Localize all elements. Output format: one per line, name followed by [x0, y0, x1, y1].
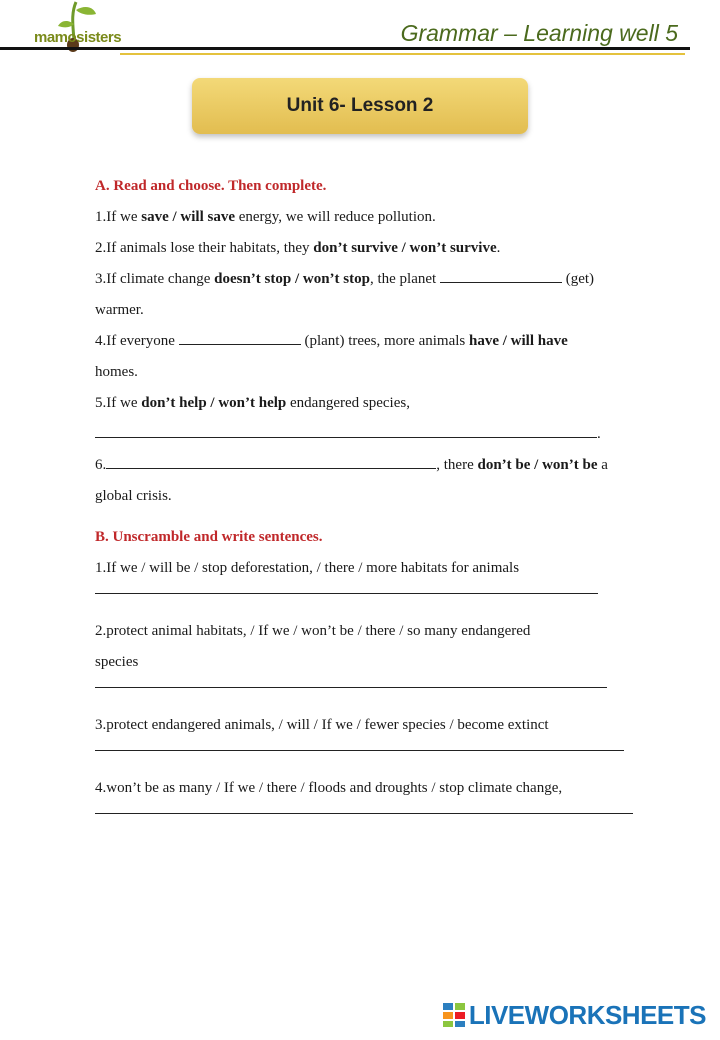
choice-a5[interactable]: don’t help / won’t help [141, 395, 287, 411]
choice-a1[interactable]: save / will save [141, 209, 235, 225]
header-accent-line [120, 53, 685, 55]
choice-a3[interactable]: doesn’t stop / won’t stop [214, 271, 370, 287]
question-a3-cont: warmer. [95, 302, 144, 318]
logo-text: mamosisters [34, 29, 122, 46]
blank-a3[interactable] [440, 268, 562, 283]
question-a4-cont: homes. [95, 364, 138, 380]
page-header [0, 0, 720, 60]
question-b1: 1.If we / will be / stop deforestation, / there / more habitats for animals [95, 560, 520, 576]
unit-title: Unit 6- Lesson 2 [286, 95, 434, 116]
answer-line-b2[interactable] [95, 686, 607, 688]
question-b4: 4.won’t be as many / If we / there / floods and droughts / stop climate change, [95, 780, 563, 796]
question-a3: 3.If climate change doesn’t stop / won’t stop, the planet (get) [95, 264, 660, 295]
choice-a4[interactable]: have / will have [469, 333, 568, 349]
unit-title-box [192, 78, 528, 134]
blank-a4[interactable] [179, 330, 301, 345]
footer-brand-text: LIVEWORKSHEETS [468, 999, 706, 1030]
choice-a2[interactable]: don’t survive / won’t survive [313, 240, 497, 256]
question-a5: 5.If we don’t help / won’t help endangered species, [95, 395, 410, 411]
footer-brand [443, 1000, 706, 1030]
question-a2: 2.If animals lose their habitats, they don’t survive / won’t survive. [95, 240, 501, 256]
answer-line-b3[interactable] [95, 749, 624, 751]
answer-line-b1[interactable] [95, 592, 598, 594]
choice-a6[interactable]: don’t be / won’t be [477, 457, 598, 473]
section-a-title: A. Read and choose. Then complete. [95, 178, 327, 194]
question-a5-cont: . [95, 419, 660, 450]
liveworksheets-logo-icon [443, 1003, 465, 1027]
question-a4: 4.If everyone (plant) trees, more animals have / will have [95, 326, 660, 357]
header-title: Grammar – Learning well 5 [400, 20, 678, 46]
question-b2: 2.protect animal habitats, / If we / won’t be / there / so many endangered [95, 623, 531, 639]
worksheet-content [95, 171, 660, 814]
question-b2-cont: species [95, 654, 139, 670]
question-a6-cont: global crisis. [95, 488, 172, 504]
blank-a5[interactable] [95, 423, 597, 438]
question-a1: 1.If we save / will save energy, we will reduce pollution. [95, 209, 436, 225]
blank-a6[interactable] [106, 454, 436, 469]
section-b-title: B. Unscramble and write sentences. [95, 529, 323, 545]
question-a6: 6. , there don’t be / won’t be a [95, 450, 660, 481]
header-divider [0, 47, 690, 50]
question-b3: 3.protect endangered animals, / will / If we / fewer species / become extinct [95, 717, 549, 733]
answer-line-b4[interactable] [95, 812, 633, 814]
